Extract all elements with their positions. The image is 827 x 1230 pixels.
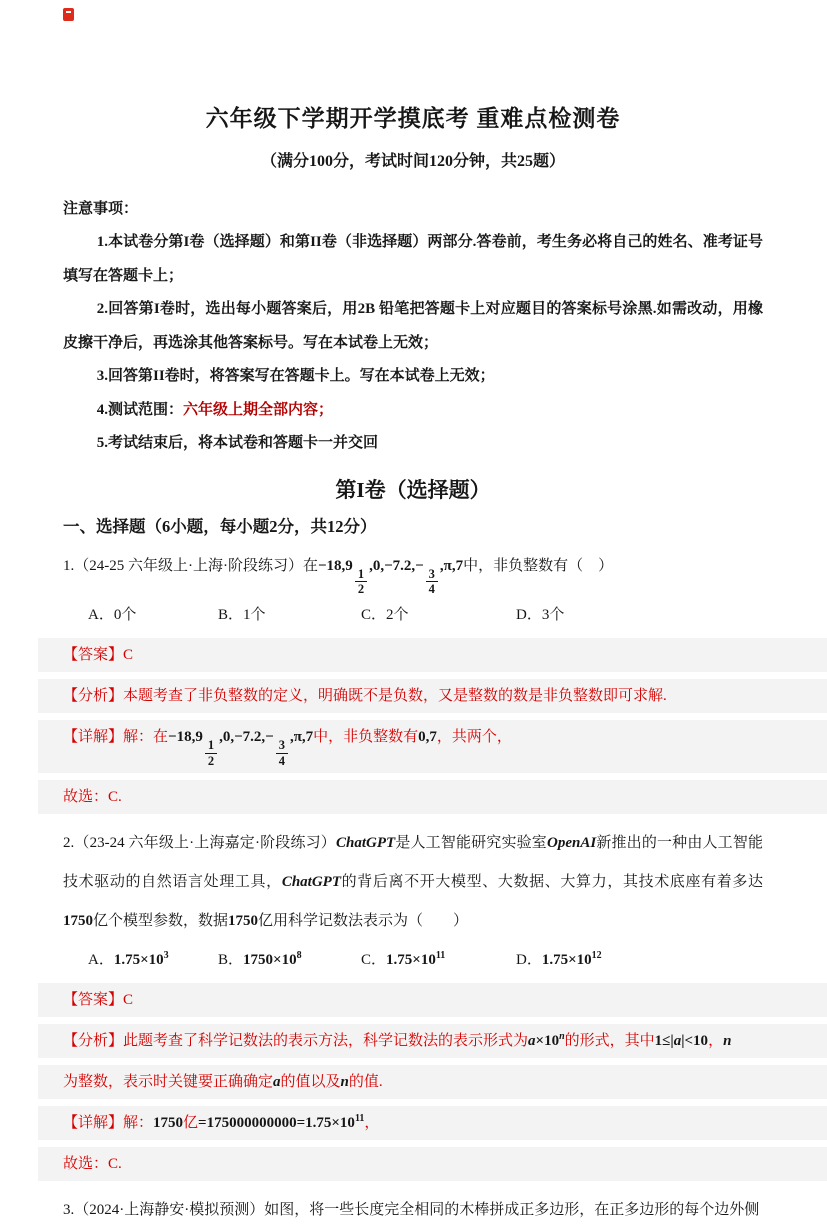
question-1-option-c: C．2个 bbox=[361, 607, 409, 624]
question-1-option-d: D．3个 bbox=[516, 607, 565, 624]
question-2-stem: 2.（23-24 六年级上·上海嘉定·阶段练习）ChatGPT是人工智能研究实验室OpenAI新推出的一种由人工智能技术驱动的自然语言处理工具，ChatGPT的背后离不开大模型、大数据、大算力，其技术底座有着多达1750亿个模型参数，数据1750亿用科学记数法表示为（ ） bbox=[63, 835, 763, 929]
question-1-explanation: 【详解】解：在−18,9 $\frac{1}{2}$ ,0,−7.2,− $\frac{3}{4}$ ,π,7中，非负整数有0,7，共两个， bbox=[38, 720, 827, 773]
question-1-options bbox=[63, 602, 763, 628]
notice-item-5: 5.考试结束后，将本试卷和答题卡一并交回 bbox=[96, 435, 379, 451]
notice-item-4-prefix: 4.测试范围： bbox=[96, 401, 184, 418]
question-1-stem: 1.（24-25 六年级上·上海·阶段练习）在−18,9 $\frac{1}{2}$ ,0,−7.2,− $\frac{3}{4}$ ,π,7中，非负整数有（ ） bbox=[63, 557, 614, 596]
question-1-analysis: 【分析】本题考查了非负整数的定义，明确既不是负数，又是整数的数是非负整数即可求解. bbox=[38, 679, 827, 713]
question-2-option-b: B．$1750\times 10^8$ bbox=[218, 950, 302, 968]
question-2-analysis-line-2: 为整数，表示时关键要正确确定a的值以及n的值. bbox=[38, 1065, 827, 1099]
notice-heading: 注意事项： bbox=[63, 201, 139, 217]
page-title: 六年级下学期开学摸底考 重难点检测卷 bbox=[205, 106, 621, 131]
question-2-answer: 【答案】C bbox=[38, 983, 827, 1017]
red-corner-marker-icon bbox=[63, 8, 74, 21]
question-3-stem: 3.（2024·上海静安·模拟预测）如图，将一些长度完全相同的木棒拼成正多边形，在正多边形的每个边外侧 bbox=[63, 1202, 760, 1218]
question-1-option-b: B．1个 bbox=[218, 607, 266, 624]
question-2-analysis-line-1: 【分析】此题考查了科学记数法的表示方法，科学记数法的表示形式为$a\times 10^n$的形式，其中1≤|a|<10，n bbox=[38, 1024, 827, 1058]
notice-item-1: 1.本试卷分第I卷（选择题）和第II卷（非选择题）两部分.答卷前，考生务必将自己的姓名、准考证号填写在答题卡上； bbox=[63, 234, 763, 284]
question-2-option-d: D．$1.75\times 10^{12}$ bbox=[516, 950, 602, 968]
question-1-answer: 【答案】C bbox=[38, 638, 827, 672]
question-2-option-a: A．$1.75\times 10^3$ bbox=[88, 950, 169, 968]
notice-item-2: 2.回答第I卷时，选出每小题答案后，用2B 铅笔把答题卡上对应题目的答案标号涂黑.如需改动，用橡皮擦干净后，再选涂其他答案标号。写在本试卷上无效； bbox=[63, 301, 763, 351]
notice-item-4-scope: 六年级上期全部内容； bbox=[183, 401, 334, 418]
part-1-heading: 一、选择题（6小题，每小题2分，共12分） bbox=[63, 516, 377, 536]
exam-subtitle: （满分100分，考试时间120分钟，共25题） bbox=[260, 153, 565, 170]
question-1-conclusion: 故选：C. bbox=[38, 780, 827, 814]
notice-item-3: 3.回答第II卷时，将答案写在答题卡上。写在本试卷上无效； bbox=[96, 368, 495, 384]
notice-item-4 bbox=[63, 394, 763, 428]
question-1-option-a: A．0个 bbox=[88, 607, 137, 624]
question-2-option-c: C．$1.75\times 10^{11}$ bbox=[361, 950, 446, 968]
question-2-explanation: 【详解】解：1750亿$=175000000000=1.75\times 10^{11}$， bbox=[38, 1106, 827, 1140]
notice-section bbox=[63, 193, 763, 461]
question-2-conclusion: 故选：C. bbox=[38, 1147, 827, 1181]
section-1-heading: 第I卷（选择题） bbox=[335, 477, 491, 502]
question-2-options bbox=[63, 947, 763, 973]
